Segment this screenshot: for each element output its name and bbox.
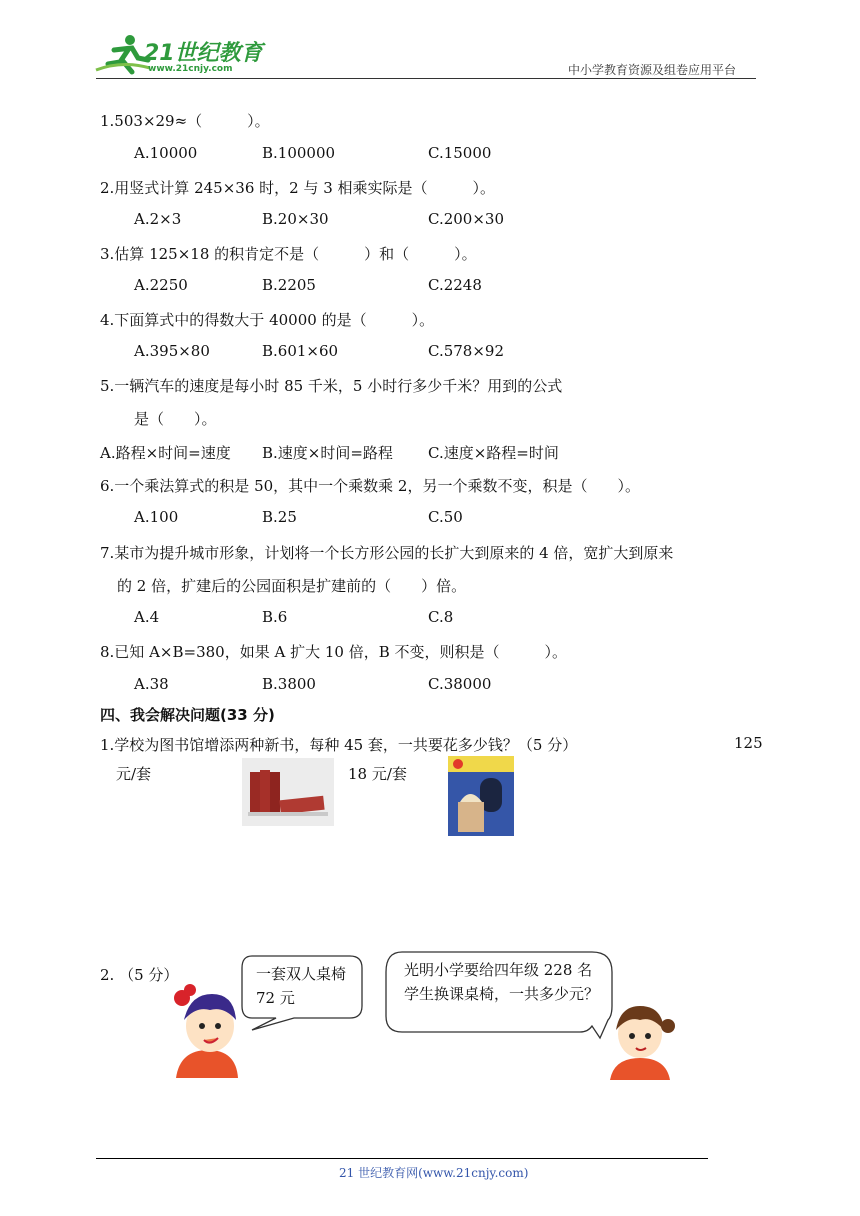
logo-text: 21世纪教育 [144, 41, 263, 66]
option-1b: B.100000 [262, 144, 336, 162]
option-5b: B.速度×时间=路程 [262, 444, 393, 462]
problem-1-price1-unit: 元/套 [116, 765, 152, 783]
option-8c: C.38000 [428, 675, 492, 693]
problem-1-price1-number: 125 [734, 734, 763, 752]
option-3a: A.2250 [134, 276, 188, 294]
question-7: 7.某市为提升城市形象，计划将一个长方形公园的长扩大到原来的 4 倍，宽扩大到原来 [100, 544, 674, 562]
question-3: 3.估算 125×18 的积肯定不是（ ）和（ ）。 [100, 245, 477, 263]
option-5c: C.速度×路程=时间 [428, 444, 559, 462]
option-5a: A.路程×时间=速度 [100, 444, 231, 462]
option-7b: B.6 [262, 608, 288, 626]
option-2b: B.20×30 [262, 210, 329, 228]
footer-text: 21 世纪教育网(www.21cnjy.com) [339, 1166, 529, 1180]
option-3c: C.2248 [428, 276, 482, 294]
problem-1-price2: 18 元/套 [348, 765, 407, 783]
option-2a: A.2×3 [134, 210, 182, 228]
runner-icon [92, 30, 152, 78]
option-7c: C.8 [428, 608, 454, 626]
problem-2-label: 2. （5 分） [100, 966, 179, 984]
question-6: 6.一个乘法算式的积是 50，其中一个乘数乘 2，另一个乘数不变，积是（ ）。 [100, 477, 640, 495]
question-8: 8.已知 A×B=380，如果 A 扩大 10 倍，B 不变，则积是（ ）。 [100, 643, 567, 661]
option-8a: A.38 [134, 675, 169, 693]
option-6a: A.100 [134, 508, 179, 526]
header-platform-text: 中小学教育资源及组卷应用平台 [568, 63, 737, 77]
left-bubble-text: 一套双人桌椅 72 元 [256, 965, 347, 1007]
header-rule [96, 78, 756, 79]
option-3b: B.2205 [262, 276, 316, 294]
option-8b: B.3800 [262, 675, 316, 693]
girl-left-illustration [160, 980, 250, 1080]
option-7a: A.4 [134, 608, 160, 626]
logo-url: www.21cnjy.com [148, 64, 233, 74]
option-1a: A.10000 [134, 144, 198, 162]
question-7-cont: 的 2 倍，扩建后的公园面积是扩建前的（ ）倍。 [117, 577, 467, 595]
book-cover-image [448, 756, 514, 836]
books-image [242, 758, 334, 826]
question-2: 2.用竖式计算 245×36 时，2 与 3 相乘实际是（ ）。 [100, 179, 496, 197]
option-4c: C.578×92 [428, 342, 504, 360]
question-4: 4.下面算式中的得数大于 40000 的是（ ）。 [100, 311, 435, 329]
right-bubble-text: 光明小学要给四年级 228 名学生换课桌椅，一共多少元？ [404, 961, 600, 1003]
option-1c: C.15000 [428, 144, 492, 162]
option-4b: B.601×60 [262, 342, 339, 360]
question-5-cont: 是（ ）。 [134, 410, 217, 428]
option-6b: B.25 [262, 508, 297, 526]
problem-1-stem: 1.学校为图书馆增添两种新书，每种 45 套，一共要花多少钱？（5 分） [100, 736, 578, 754]
option-4a: A.395×80 [134, 342, 210, 360]
section-4-title: 四、我会解决问题(33 分) [100, 706, 275, 724]
logo [92, 30, 262, 78]
footer-rule [96, 1158, 708, 1159]
question-1: 1.503×29≈（ ）。 [100, 112, 270, 130]
option-2c: C.200×30 [428, 210, 504, 228]
question-5: 5.一辆汽车的速度是每小时 85 千米，5 小时行多少千米？用到的公式 [100, 377, 563, 395]
option-6c: C.50 [428, 508, 463, 526]
girl-right-illustration [600, 996, 680, 1080]
